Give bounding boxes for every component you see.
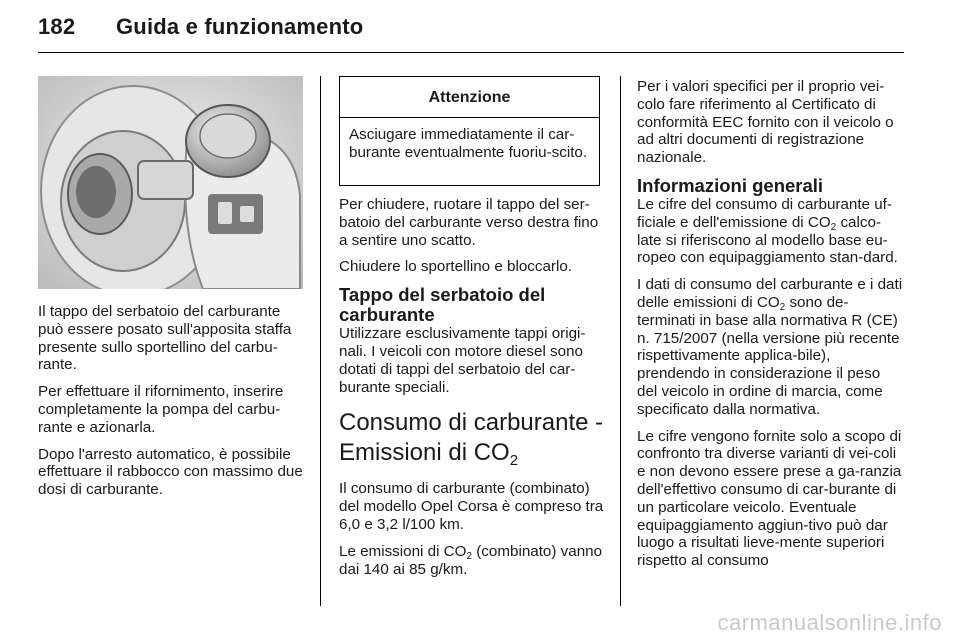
attention-text: Asciugare immediatamente il car-burante eventualmente fuoriu-scito. xyxy=(349,126,588,161)
fuel-cap-illustration xyxy=(38,76,303,289)
paragraph: Utilizzare esclusivamente tappi origi-nali. I veicoli con motore diesel sono dotati di tappi del serbatoio del car-burante speciali. xyxy=(339,325,586,396)
page-header xyxy=(38,14,363,40)
column-3 xyxy=(637,78,903,579)
paragraph: Le emissioni di $CO_2$ (combinato) vanno dai 140 ai 85 g/km. xyxy=(339,542,603,578)
header-rule xyxy=(38,52,904,53)
column-divider-1 xyxy=(320,76,321,606)
column-2 xyxy=(339,196,605,587)
paragraph: Il consumo di carburante (combinato) del modello Opel Corsa è compreso tra 6,0 e 3,2 l/100 km. xyxy=(339,480,604,533)
paragraph: Chiudere lo sportellino e bloccarlo. xyxy=(339,258,573,276)
paragraph: I dati di consumo del carburante e i dati delle emissioni di $CO_2$ sono de-terminati in base alla normativa R (CE) n. 715/2007 (nella versione più recente rispettivamente applica-bile), prendendo in considerazione il peso del veicolo in ordine di marcia, come specificato dalla normativa. xyxy=(637,276,903,418)
section-heading-consumption: Consumo di carburante - Emissioni di $CO_2$ xyxy=(339,409,604,470)
column-1 xyxy=(38,303,308,508)
watermark: carmanualsonline.info xyxy=(717,610,942,635)
paragraph: Il tappo del serbatoio del carburante può essere posato sull'apposita staffa presente sullo sportellino del carbu-rante. xyxy=(38,303,292,374)
paragraph: Per chiudere, ruotare il tappo del ser-batoio del carburante verso destra fino a sentire uno scatto. xyxy=(339,196,599,249)
column-divider-2 xyxy=(620,76,621,606)
paragraph: Le cifre del consumo di carburante uf-ficiale e dell'emissione di $CO_2$ calco-late si riferiscono al modello base eu-ropeo con equipaggiamento stan-dard. xyxy=(637,195,898,267)
section-heading-fuel-cap: Tappo del serbatoio del carburante xyxy=(339,284,546,326)
page-number: 182 xyxy=(38,14,76,39)
paragraph: Per i valori specifici per il proprio vei-colo fare riferimento al Certificato di conformità EEC fornito con il veicolo o ad altri documenti di registrazione nazionale. xyxy=(637,78,894,167)
paragraph: Dopo l'arresto automatico, è possibile effettuare il rabbocco con massimo due dosi di carburante. xyxy=(38,445,303,499)
chapter-title: Guida e funzionamento xyxy=(116,14,364,39)
attention-title: Attenzione xyxy=(340,77,599,118)
section-heading-general-info: Informazioni generali xyxy=(637,174,824,196)
paragraph: Per effettuare il rifornimento, inserire completamente la pompa del carbu-rante e azionarla. xyxy=(38,383,284,436)
paragraph: Le cifre vengono fornite solo a scopo di confronto tra diverse varianti di vei-coli e non devono essere prese a ga-ranzia dell'effettivo consumo di car-burante di un particolare veicolo. Eventuale equipaggiamento aggiun-tivo può dar luogo a risultati lieve-mente superiori rispetto al consumo xyxy=(637,427,902,570)
attention-box xyxy=(339,76,600,186)
